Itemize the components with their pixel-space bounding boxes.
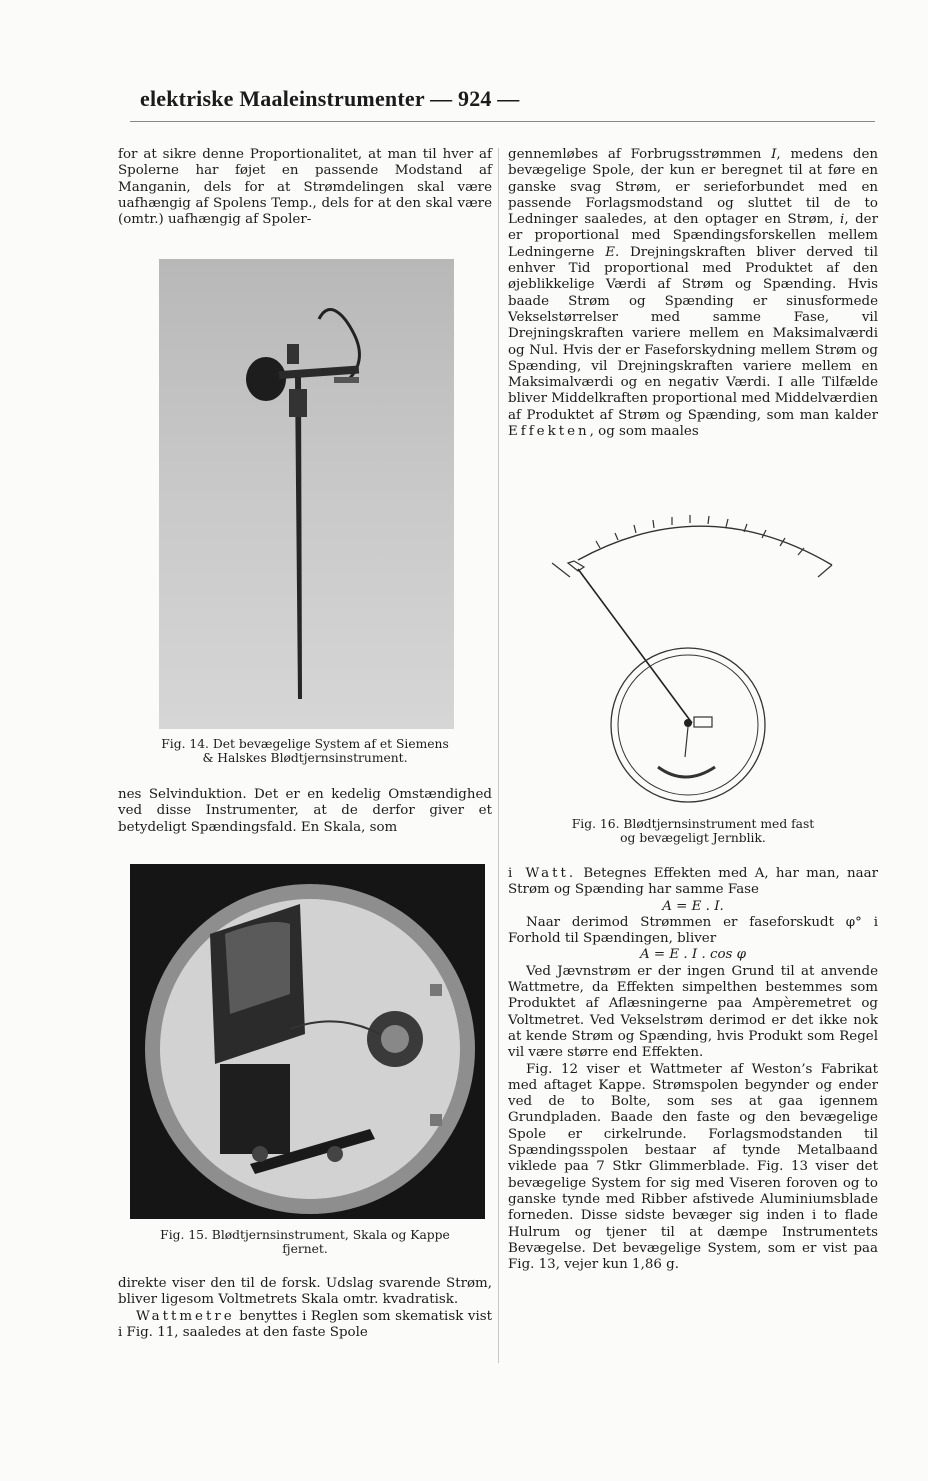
left-paragraph-4: Wattmetre benyttes i Reglen som skematisk vist i Fig. 11, saaledes at den faste Spole (118, 1308, 492, 1340)
formula-1: A = E . I. (662, 898, 724, 914)
column-separator (498, 148, 499, 1363)
figure-15-caption: Fig. 15. Blødtjernsinstrument, Skala og Kappe fjernet. (160, 1228, 450, 1256)
pointer-tip (568, 561, 584, 571)
figure-16-diagram (540, 505, 840, 815)
figure-14-photo (159, 259, 454, 729)
header-rule (130, 121, 875, 122)
figure-14-caption: Fig. 14. Det bevægelige System af et Siemens & Halskes Blødtjernsinstrument. (161, 737, 449, 765)
left-paragraph-1: for at sikre denne Proportionalitet, at man til hver af Spolerne har føjet en passende Modstand af Manganin, dels for at Strømdelingen skal være uafhængig af Spolens Temp., dels for at den skal være (omtr.) uafhængig af Spoler- (118, 147, 492, 228)
right-paragraph-1: gennemløbes af Forbrugsstrømmen I, medens den bevægelige Spole, der kun er beregnet til at føre en ganske svag Strøm, er serieforbundet med en passende Forlagsmodstand og sluttet til de to Ledninger saaledes, at den optager en Strøm, i, der er proportional med Spændingsforskellen mellem Ledningerne E. Drejningskraften bliver derved til enhver Tid proportional med Produktet af den øjeblikkelige Værdi af Strøm og Spænding. Hvis baade Strøm og Spænding er sinusformede Vekselstørrelser med samme Fase, vil Drejningskraften variere mellem en Maksimalværdi og Nul. Hvis der er Faseforskydning mellem Strøm og Spænding, vil Drejningskraften variere mellem en Maksimalværdi og en negativ Værdi. I alle Tilfælde bliver Middelkraften proportional med Middelværdien af Produktet af Strøm og Spænding, som man kalder Effekten, og som maales (508, 147, 879, 440)
scale-arc (578, 526, 832, 565)
figure-14-illustration (159, 259, 454, 729)
right-paragraph-3: Naar derimod Strømmen er faseforskudt φ° i Forhold til Spændingen, bliver (508, 914, 878, 947)
right-paragraph-4: Ved Jævnstrøm er der ingen Grund til at anvende Wattmetre, da Effekten simpelthen bestemmes som Produktet af Aflæsningerne paa Ampèremetret og Voltmetret. Ved Vekselstrøm derimod er det ikke nok at kende Strøm og Spænding, hvis Produkt som Regel vil være større end Effekten. (508, 963, 878, 1061)
figure-15-illustration (130, 864, 485, 1219)
right-paragraph-5: Fig. 12 viser et Wattmeter af Weston’s Fabrikat med aftaget Kappe. Strømspolen begynder og ender ved de to Bolte, som ses at gaa igennem Grundpladen. Baade den faste og den bevægelige Spole er cirkelrunde. Forlagsmodstanden til Spændingsspolen bestaar af tynde Metalbaand viklede paa 7 Stkr Glimmerblade. Fig. 13 viser det bevægelige System for sig med Viseren foroven og to ganske tynde med Ribber afstivede Aluminiumsblade forneden. Disse sidste bevæger sig inden i to flade Hulrum og tjener til at dæmpe Instrumentets Bevægelse. Det bevægelige System, som er vist paa Fig. 13, vejer kun 1,86 g. (508, 1061, 878, 1273)
scale-ticks (596, 515, 804, 555)
right-paragraph-2: i Watt. Betegnes Effekten med A, har man, naar Strøm og Spænding har samme Fase A = E . I. Naar derimod Strømmen er faseforskudt φ° i Forhold til Spændingen, bliver A = E . I . cos φ Ved Jævnstrøm er der ingen Grund til at anvende Wattmetre, da Effekten simpelthen bestemmes som Produktet af Aflæsningerne paa Ampèremetret og Voltmetret. Ved Vekselstrøm derimod er det ikke nok at kende Strøm og Spænding, hvis Produkt som Regel vil være større end Effekten. Fig. 12 viser et Wattmeter af Weston’s Fabrikat med aftaget Kappe. Strømspolen begynder og ender ved de to Bolte, som ses at gaa igennem Grundpladen. Baade den faste og den bevægelige Spole er cirkelrunde. Forlagsmodstanden til Spændingsspolen bestaar af tynde Metalbaand viklede paa 7 Stkr Glimmerblade. Fig. 13 viser det bevægelige System for sig med Viseren foroven og to ganske tynde med Ribber afstivede Aluminiumsblade forneden. Disse sidste bevæger sig inden i to flade Hulrum og tjener til at dæmpe Instrumentets Bevægelse. Det bevægelige System, som er vist paa Fig. 13, vejer kun 1,86 g. (508, 866, 878, 1273)
left-paragraph-2: nes Selvinduktion. Det er en kedelig Omstændighed ved disse Instrumenter, at de derfor giver et betydeligt Spændingsfald. En Skala, som (118, 787, 492, 835)
figure-15-photo (130, 864, 485, 1219)
pointer-needle (578, 569, 692, 723)
left-paragraph-3: direkte viser den til de forsk. Udslag svarende Strøm, bliver ligesom Voltmetrets Skala omtr. kvadratisk. Wattmetre benyttes i Reglen som skematisk vist i Fig. 11, saaledes at den faste Spole (118, 1276, 492, 1340)
iron-vane (658, 767, 715, 777)
figure-16-caption: Fig. 16. Blødtjernsinstrument med fast og bevægeligt Jernblik. (571, 817, 815, 845)
formula-2: A = E . I . cos φ (639, 947, 747, 963)
running-header: elektriske Maaleinstrumenter — 924 — (140, 86, 520, 111)
